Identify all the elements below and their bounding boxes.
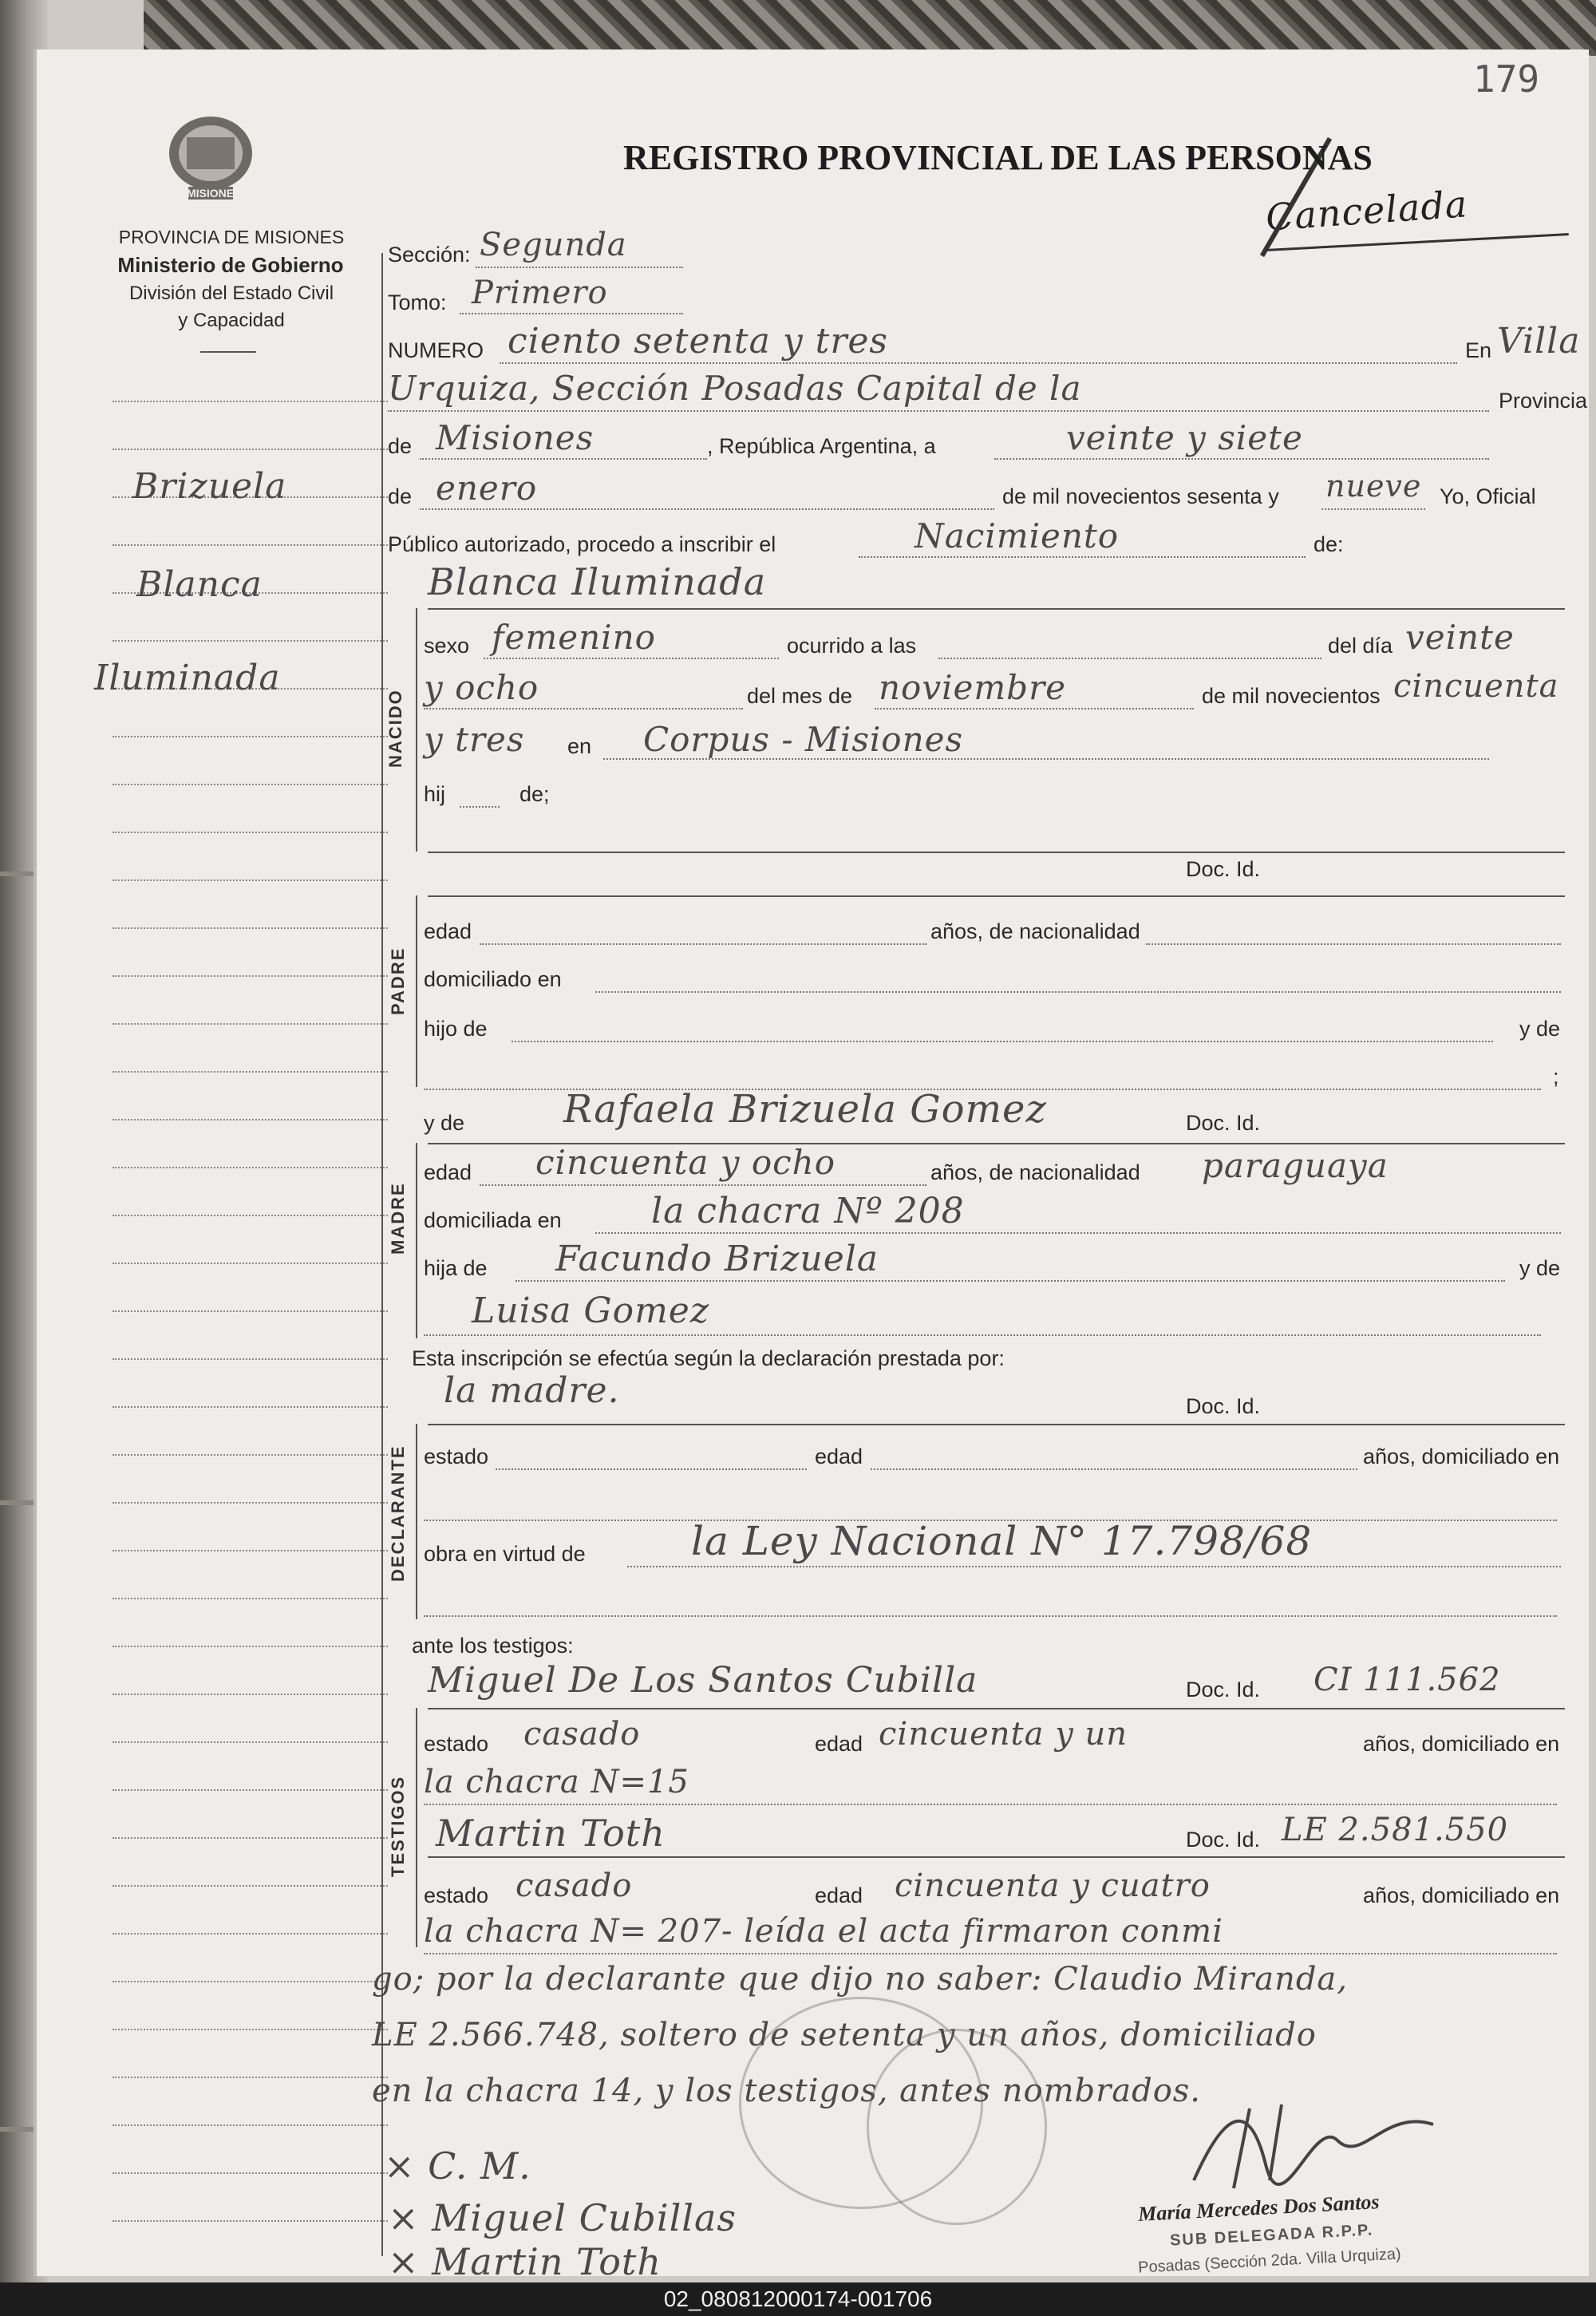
padre-hijo-label: hijo de (424, 1017, 488, 1041)
declarante-bracket (416, 1424, 417, 1619)
sexo-label: sexo (424, 634, 470, 658)
testigo2-estado-value: casado (516, 1867, 633, 1904)
issuer-division: División del Estado Civil (128, 283, 334, 304)
acto-value: Nacimiento (915, 516, 1120, 555)
side-label-nacido: NACIDO (385, 689, 405, 768)
numero-value: ciento setenta y tres (508, 321, 889, 362)
madre-madre-value: Luisa Gomez (472, 1290, 710, 1331)
provincial-seal-icon (163, 113, 259, 217)
issuer-capacity: y Capacidad (178, 310, 285, 331)
madre-y-de-label: y de (424, 1111, 465, 1135)
issuer-divider (200, 351, 256, 353)
declaracion-label: Esta inscripción se efectúa según la declaración prestada por: (412, 1346, 1005, 1370)
testigo2-doc-label: Doc. Id. (1186, 1828, 1261, 1852)
anio-value: nueve (1325, 468, 1422, 504)
officer-title: SUB DELEGADA R.P.P. (1169, 2221, 1374, 2250)
continuation-line-3: en la chacra 14, y los testigos, antes nombrados. (372, 2073, 1202, 2109)
register-page (34, 49, 1589, 2282)
madre-padre-value: Facundo Brizuela (555, 1239, 879, 1279)
padre-bracket (416, 895, 417, 1087)
testigo1-edad-value: cincuenta y un (879, 1716, 1128, 1753)
margin-divider (381, 253, 383, 2256)
del-dia-label: del día (1328, 634, 1393, 658)
testigo1-doc-label: Doc. Id. (1186, 1678, 1261, 1701)
continuation-line-1: go; por la declarante que dijo no saber: Claudio Miranda, (372, 1961, 1348, 1998)
padre-edad-label: edad (424, 919, 472, 943)
republica-label: , República Argentina, a (707, 434, 936, 458)
testigo1-value: Miguel De Los Santos Cubilla (428, 1660, 978, 1701)
padre-semicolon: ; (1553, 1065, 1559, 1089)
hij-label: hij (424, 782, 446, 806)
signature-1: × C. M. (384, 2144, 531, 2188)
testigo2-edad-value: cincuenta y cuatro (895, 1867, 1211, 1904)
declarante-line (428, 1424, 1565, 1425)
testigo2-estado-label: estado (424, 1883, 489, 1907)
madre-hija-label: hija de (424, 1256, 488, 1280)
lugar-value-b: Urquiza, Sección Posadas Capital de la (388, 369, 1082, 408)
ante-label: ante los testigos: (412, 1634, 574, 1658)
testigo2-edad-label: edad (815, 1883, 863, 1907)
madre-edad-value: cincuenta y ocho (535, 1143, 836, 1182)
officer-place: Posadas (Sección 2da. Villa Urquiza) (1137, 2245, 1402, 2277)
padre-doc-label: Doc. Id. (1186, 857, 1261, 881)
en-label-2: en (567, 734, 592, 758)
ocurrido-label: ocurrido a las (787, 634, 917, 658)
document-title: REGISTRO PROVINCIAL DE LAS PERSONAS (623, 138, 1373, 177)
testigo1-line (428, 1708, 1565, 1709)
publico-label: Público autorizado, procedo a inscribir el (388, 532, 776, 556)
officer-name: María Mercedes Dos Santos (1137, 2190, 1381, 2226)
lugar-value-a: Villa (1497, 321, 1581, 362)
side-label-testigos: TESTIGOS (388, 1775, 408, 1877)
declarante-dom-label: años, domiciliado en (1363, 1445, 1560, 1468)
provincia-label: Provincia (1499, 389, 1588, 413)
issuer-province: PROVINCIA DE MISIONES (118, 227, 345, 247)
de-label-2: de (388, 484, 413, 508)
padre-dom-label: domiciliado en (424, 967, 562, 991)
cancellation-annotation: Cancelada (1264, 182, 1469, 239)
nombre-value: Blanca Iluminada (428, 560, 767, 603)
numero-label: NUMERO (388, 338, 484, 362)
issuer-ministry: Ministerio de Gobierno (117, 253, 344, 277)
yo-oficial-label: Yo, Oficial (1440, 484, 1536, 508)
testigo2-doc-value: LE 2.581.550 (1282, 1812, 1509, 1848)
side-label-madre: MADRE (388, 1182, 408, 1255)
page-number: 179 (1473, 57, 1540, 101)
padre-top-line (428, 852, 1565, 853)
padre-nac-label: años, de nacionalidad (930, 919, 1140, 943)
testigo2-value: Martin Toth (436, 1812, 666, 1855)
signature-3: × Martin Toth (388, 2240, 662, 2282)
image-id-caption: 02_080812000174-001706 (0, 2282, 1596, 2316)
testigo2-dom-label: años, domiciliado en (1363, 1883, 1560, 1907)
seccion-label: Sección: (388, 243, 471, 267)
mes-value: enero (436, 468, 538, 508)
continuation-line-2: LE 2.566.748, soltero de setenta y un años, domiciliado (372, 2017, 1317, 2053)
declarante-doc-label: Doc. Id. (1186, 1394, 1261, 1418)
dia-nac-value: veinte (1405, 618, 1515, 657)
declarante-value: la madre. (444, 1370, 620, 1411)
madre-nac-value: paraguaya (1202, 1146, 1389, 1185)
anio-nac-value-2: y tres (424, 720, 525, 759)
side-label-padre: PADRE (388, 947, 408, 1015)
madre-nombre-value: Rafaela Brizuela Gomez (563, 1087, 1047, 1132)
padre-y-de-label: y de (1519, 1017, 1561, 1041)
madre-dom-value: la chacra Nº 208 (651, 1191, 965, 1231)
nacido-top-line (428, 608, 1565, 610)
testigo2-line (428, 1856, 1565, 1858)
de-semicolon-label: de; (519, 782, 550, 806)
tomo-value: Primero (472, 275, 608, 311)
anio-nac-value: cincuenta (1393, 668, 1559, 705)
dia-value: veinte y siete (1066, 418, 1303, 457)
nacido-bracket (416, 608, 417, 852)
signature-2: × Miguel Cubillas (388, 2196, 737, 2239)
testigos-bracket (416, 1708, 417, 1947)
dia-nac-value-2: y ocho (424, 668, 539, 707)
margin-surname: Brizuela (132, 466, 287, 507)
de-colon-label: de: (1314, 532, 1344, 556)
book-cover-edge (144, 0, 1596, 56)
provincia-value: Misiones (436, 418, 595, 457)
testigo1-dom-value: la chacra N=15 (424, 1764, 689, 1800)
margin-first-name: Blanca (136, 564, 263, 605)
madre-bracket (416, 1143, 417, 1338)
declarante-estado-label: estado (424, 1445, 489, 1468)
officer-signature (1178, 2093, 1449, 2196)
madre-dom-label: domiciliada en (424, 1208, 562, 1232)
madre-y-de-2-label: y de (1519, 1256, 1561, 1280)
official-stamp (867, 2029, 1047, 2225)
madre-doc-label: Doc. Id. (1186, 1111, 1261, 1135)
mes-nac-value: noviembre (879, 668, 1066, 707)
declarante-edad-label: edad (815, 1445, 863, 1468)
obra-value: la Ley Nacional N° 17.798/68 (691, 1518, 1313, 1564)
testigo2-dom-value: la chacra N= 207- leída el acta firmaron conmi (424, 1913, 1223, 1950)
lugar-nac-value: Corpus - Misiones (643, 720, 964, 759)
del-mes-label: del mes de (747, 684, 853, 708)
testigo1-estado-label: estado (424, 1732, 489, 1756)
testigo1-edad-label: edad (815, 1732, 863, 1756)
mil-nov2-label: de mil novecientos (1202, 684, 1381, 708)
testigo1-dom-label: años, domiciliado en (1363, 1732, 1560, 1756)
margin-second-name: Iluminada (94, 658, 281, 698)
de-label: de (388, 434, 413, 458)
seal-text: MISIONES (187, 187, 242, 200)
madre-nac-label: años, de nacionalidad (930, 1160, 1140, 1184)
sexo-value: femenino (492, 618, 656, 657)
side-label-declarante: DECLARANTE (388, 1445, 408, 1582)
en-label: En (1465, 338, 1492, 362)
mil-novecientos-label: de mil novecientos sesenta y (1002, 484, 1279, 508)
seccion-value: Segunda (480, 227, 627, 263)
padre-line (428, 895, 1565, 897)
testigo1-doc-value: CI 111.562 (1314, 1662, 1501, 1698)
madre-edad-label: edad (424, 1160, 472, 1184)
obra-label: obra en virtud de (424, 1542, 586, 1566)
tomo-label: Tomo: (388, 290, 447, 314)
testigo1-estado-value: casado (523, 1716, 641, 1753)
